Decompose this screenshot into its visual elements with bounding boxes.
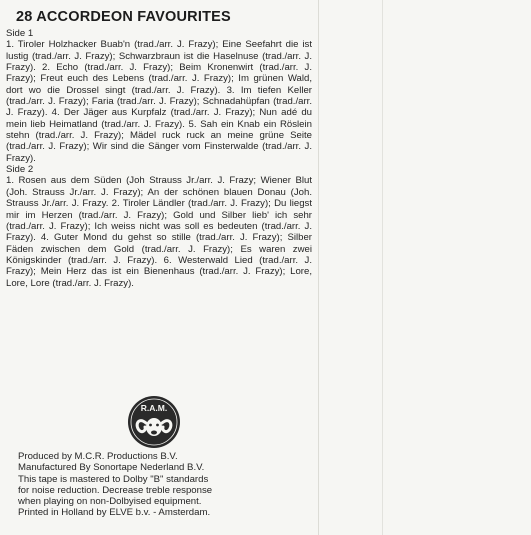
side-2-tracks: 1. Rosen aus dem Süden (Joh Strauss Jr./arr. J. Frazy; Wiener Blut (Joh. Strauss Jr./arr. J. Frazy); An der schönen blauen Donau (Joh. Strauss Jr./arr. J. Frazy. 2. Tiroler Ländler (trad./arr. J. Frazy); Du liegst mir im Herzen (trad./arr. J. Frazy); Gold und Silber lieb' ich sehr (trad./arr. J. Frazy); Ich weiss nicht was soll es bedeuten (trad./arr. J. Frazy). 4. Guter Mond du gehst so stille (trad./arr. J. Frazy); Silber Fäden zwischen dem Gold (trad./arr. J. Frazy); Es waren zwei Königskinder (trad./arr. J. Frazy). 6. Westerwald Lied (trad./arr. J. Frazy); Mein Herz das ist ein Bienenhaus (trad./arr. J. Frazy); Lore, Lore, Lore (trad./arr. J. Frazy). — [6, 175, 312, 289]
credit-line: Produced by M.C.R. Productions B.V. — [18, 451, 178, 462]
credit-line: when playing on non-Dolbyised equipment. — [18, 496, 202, 508]
tracklist — [6, 28, 312, 289]
credit-line: for noise reduction. Decrease treble response — [18, 484, 213, 496]
album-title: 28 ACCORDEON FAVOURITES — [16, 9, 231, 25]
side-1-label: Side 1 — [6, 28, 34, 39]
ram-logo-icon — [126, 394, 182, 450]
credit-line: Printed in Holland by ELVE b.v. - Amsterdam. — [18, 507, 211, 519]
tracklist-panel — [6, 0, 314, 535]
side-1-tracks: 1. Tiroler Holzhacker Buab'n (trad./arr. J. Frazy); Eine Seefahrt die ist lustig (trad./arr. J. Frazy); Schwarzbraun ist die Haselnuse (trad./arr. J. Frazy). 2. Echo (trad./arr. J. Frazy); Beim Kronenwirt (trad./arr. J. Frazy); Freut euch des Lebens (trad./arr. J. Frazy); Im grünen Wald, dort wo die Drossel singt (trad./arr. J. Frazy). 3. Im tiefen Keller (trad./arr. J. Frazy); Faria (trad./arr. J. Frazy); Schnadahüpfan (trad./arr. J. Frazy). 4. Der Jäger aus Kurpfalz (trad./arr. J. Frazy); Nun adé du mein lieb Heimatland (trad./arr. J. Frazy). 5. Sah ein Knab ein Röslein stehn (trad./arr. J. Frazy); Mädel ruck ruck an meine grüne Seite (trad./arr. J. Frazy); Wir sind die Sänger vom Finsterwalde (trad./arr. J. Frazy). — [6, 39, 312, 164]
fold-line — [382, 0, 383, 535]
side-2-label: Side 2 — [6, 164, 34, 176]
fold-line — [318, 0, 319, 535]
credit-line: This tape is mastered to Dolby "B" standards — [18, 473, 209, 485]
credit-line: Manufactured By Sonortape Nederland B.V. — [18, 462, 205, 474]
credits — [18, 451, 314, 519]
logo-text: R.A.M. — [140, 403, 168, 413]
